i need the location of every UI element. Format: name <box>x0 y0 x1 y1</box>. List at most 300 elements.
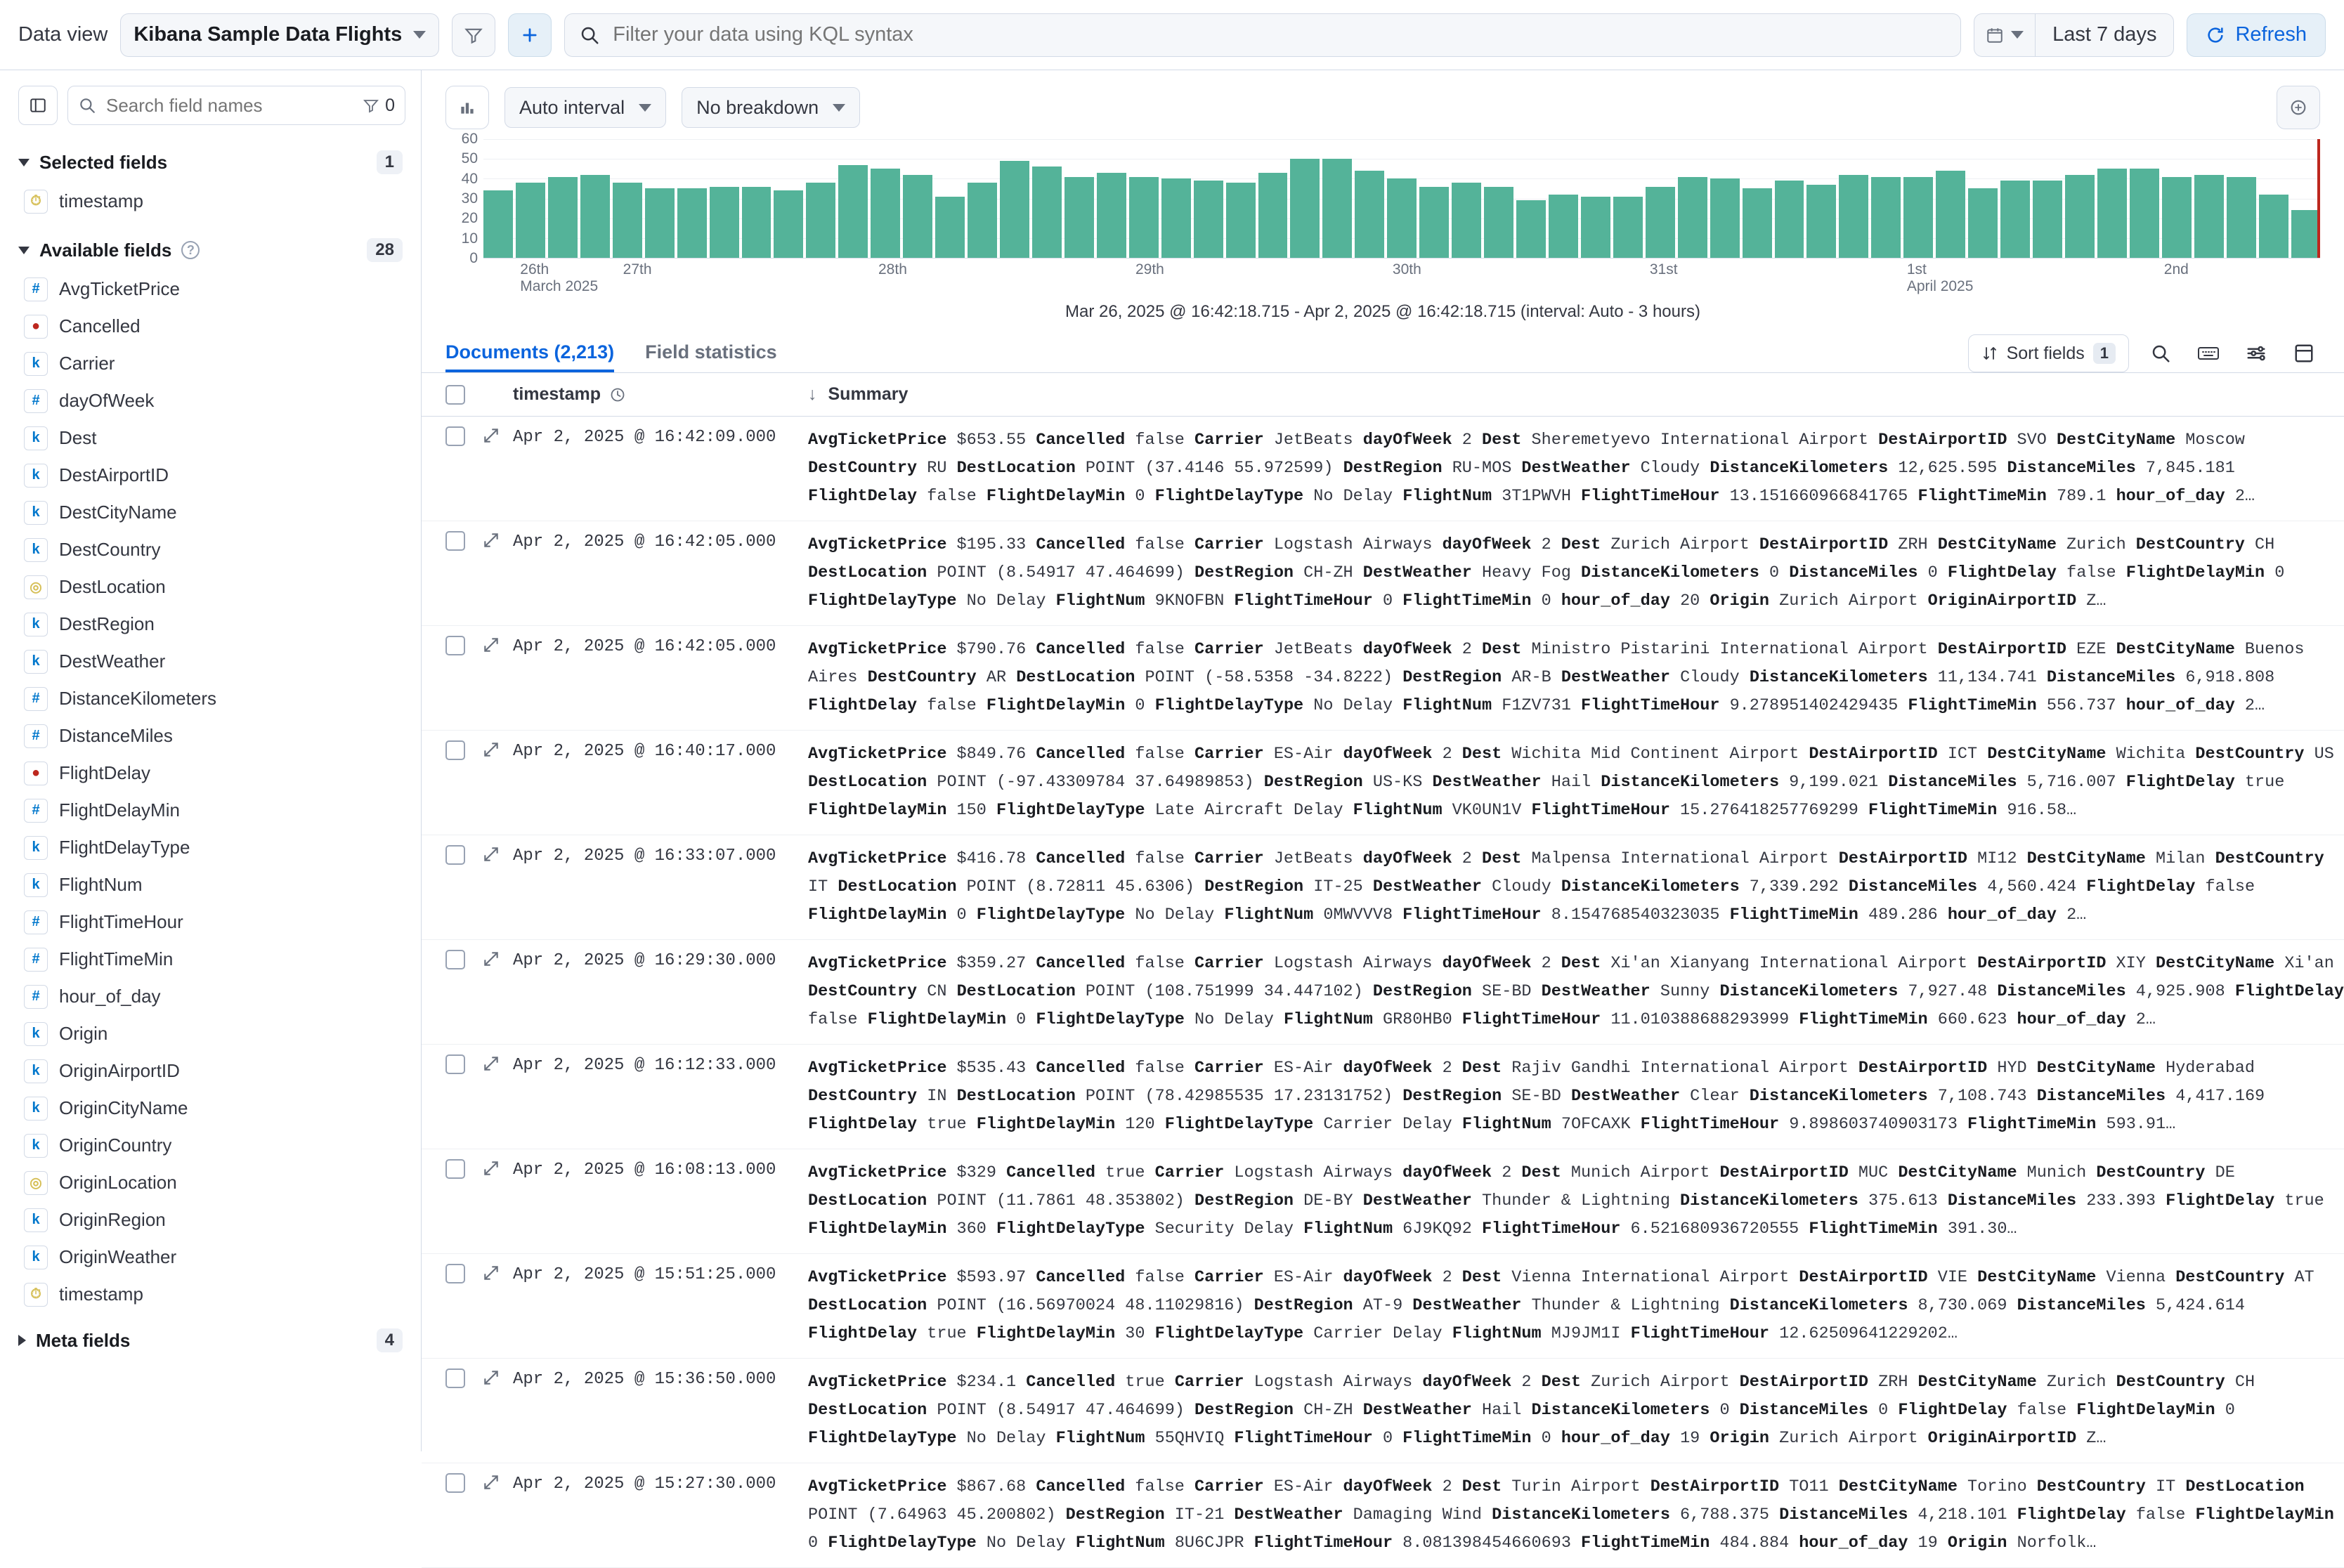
field-key: Cancelled <box>1036 1059 1126 1078</box>
field-label: FlightDelayType <box>59 837 190 858</box>
field-item-flightdelaymin[interactable] <box>0 792 421 829</box>
field-type-icon: k <box>24 352 48 376</box>
field-key: Carrier <box>1154 1163 1225 1182</box>
row-checkbox[interactable] <box>445 1264 465 1283</box>
field-item-flightdelay[interactable] <box>0 754 421 792</box>
timestamp-value: Apr 2, 2025 @ 16:40:17.000 <box>513 742 776 761</box>
field-item-destlocation[interactable] <box>0 568 421 606</box>
field-value: Cloudy <box>1630 459 1710 478</box>
row-select-cell[interactable] <box>445 1473 482 1493</box>
field-key: FlightDelayType <box>828 1534 977 1553</box>
field-label: FlightTimeHour <box>59 911 183 932</box>
field-value: RU-MOS <box>1442 459 1522 478</box>
field-item-cancelled[interactable] <box>0 308 421 345</box>
field-label: FlightDelay <box>59 762 151 783</box>
x-tick-label: 31st <box>1649 261 1678 277</box>
help-icon: ? <box>181 241 200 259</box>
field-search-input[interactable] <box>105 94 354 117</box>
field-item-carrier[interactable] <box>0 345 421 382</box>
histogram-bar[interactable] <box>1226 183 1256 258</box>
tab-documents[interactable]: Documents (2,213) <box>445 334 614 372</box>
field-item-destairportid[interactable] <box>0 457 421 494</box>
histogram-bar[interactable] <box>1000 161 1029 258</box>
field-value: 2… <box>2234 696 2265 715</box>
field-value: false <box>1125 745 1194 764</box>
row-select-cell[interactable] <box>445 740 482 760</box>
histogram-bar[interactable] <box>1968 188 1998 258</box>
field-key: DestRegion <box>1254 1296 1353 1315</box>
field-key: FlightTimeMin <box>1908 696 2037 715</box>
histogram-bar[interactable] <box>1936 171 1965 258</box>
filter-button[interactable] <box>452 13 495 57</box>
field-key: Dest <box>1481 640 1522 659</box>
histogram-bar[interactable] <box>2000 181 2030 258</box>
table-row[interactable] <box>422 1254 2344 1359</box>
chevron-down-icon <box>2011 31 2024 39</box>
cell-summary <box>808 426 2344 511</box>
row-checkbox[interactable] <box>445 1054 465 1074</box>
table-row[interactable] <box>422 1463 2344 1568</box>
row-checkbox[interactable] <box>445 740 465 760</box>
field-key: hour_of_day <box>2017 1010 2126 1029</box>
field-key: dayOfWeek <box>1442 954 1532 973</box>
histogram-bar[interactable] <box>1839 175 1868 258</box>
field-item-originlocation[interactable] <box>0 1164 421 1201</box>
histogram-bar[interactable] <box>580 175 610 258</box>
summary-value <box>808 845 2344 929</box>
field-key: DestCountry <box>2096 1163 2206 1182</box>
field-key: FlightDelay <box>2234 982 2344 1001</box>
field-key: FlightTimeHour <box>1581 487 1720 506</box>
keyboard-shortcuts-button[interactable] <box>2192 337 2225 370</box>
field-key: DestWeather <box>1362 1401 1472 1420</box>
field-key: FlightDelayMin <box>986 487 1126 506</box>
field-value: 6.521680936720555 <box>1620 1220 1809 1239</box>
field-value: POINT (7.64963 45.200802) <box>808 1505 1066 1524</box>
field-item-avgticketprice[interactable] <box>0 270 421 308</box>
gridline <box>483 139 2320 140</box>
field-key: DistanceKilometers <box>1680 1191 1858 1210</box>
field-item-flighttimemin[interactable] <box>0 941 421 978</box>
field-key: DestCountry <box>2036 1477 2146 1496</box>
field-item-timestamp[interactable] <box>0 183 421 220</box>
histogram-bar[interactable] <box>1258 173 1288 258</box>
table-row[interactable] <box>422 521 2344 626</box>
field-item-dest[interactable] <box>0 419 421 457</box>
timestamp-value: Apr 2, 2025 @ 16:42:05.000 <box>513 637 776 656</box>
interval-select[interactable] <box>504 87 666 128</box>
field-item-origin[interactable] <box>0 1015 421 1052</box>
column-header-summary[interactable] <box>808 384 2344 405</box>
column-header-timestamp[interactable] <box>513 384 808 405</box>
expand-row-button[interactable] <box>482 740 513 762</box>
chart-toolbar <box>422 70 2344 139</box>
row-checkbox[interactable] <box>445 531 465 551</box>
expand-row-button[interactable] <box>482 1473 513 1495</box>
field-key: DestLocation <box>808 1296 927 1315</box>
field-type-icon: # <box>24 799 48 823</box>
table-row[interactable] <box>422 940 2344 1045</box>
field-item-distancemiles[interactable] <box>0 717 421 754</box>
field-key: Cancelled <box>1036 954 1126 973</box>
field-item-originweather[interactable] <box>0 1239 421 1276</box>
field-value: Wichita <box>2106 745 2196 764</box>
field-key: DestLocation <box>808 773 927 792</box>
field-value: AR <box>976 668 1017 687</box>
field-value: XIY <box>2106 954 2156 973</box>
histogram-bar[interactable] <box>1129 177 1159 258</box>
histogram-bar[interactable] <box>2033 181 2062 258</box>
histogram-bar[interactable] <box>1581 197 1610 258</box>
field-value: $416.78 <box>946 849 1036 868</box>
field-value: 2 <box>1452 431 1482 450</box>
breakdown-select[interactable] <box>682 87 860 128</box>
histogram-bar[interactable] <box>2194 175 2224 258</box>
field-value: Moscow <box>2175 431 2245 450</box>
histogram-bar[interactable] <box>1452 183 1481 258</box>
histogram-bar[interactable] <box>1064 177 1094 258</box>
field-key: DestCountry <box>2116 1373 2225 1392</box>
row-select-cell[interactable] <box>445 1368 482 1388</box>
field-key: FlightNum <box>1303 1220 1393 1239</box>
field-key: Origin <box>1710 1429 1770 1448</box>
field-value: ES-Air <box>1263 745 1343 764</box>
histogram-bar[interactable] <box>2130 169 2159 258</box>
field-value: CH-ZH <box>1294 563 1363 582</box>
field-key: hour_of_day <box>1561 592 1670 610</box>
field-value: JetBeats <box>1263 640 1363 659</box>
field-list-toggle-button[interactable] <box>18 86 58 125</box>
field-item-hour_of_day[interactable] <box>0 978 421 1015</box>
expand-row-button[interactable] <box>482 1159 513 1181</box>
table-row[interactable] <box>422 626 2344 731</box>
field-value: true <box>2274 1191 2324 1210</box>
field-item-flighttimehour[interactable] <box>0 903 421 941</box>
histogram-bar[interactable] <box>2162 177 2192 258</box>
sidebar-section-available-fields[interactable] <box>0 230 421 270</box>
field-label: DestRegion <box>59 613 155 634</box>
histogram-bar[interactable] <box>1097 173 1126 258</box>
histogram-bar[interactable] <box>838 165 868 258</box>
histogram-bar[interactable] <box>806 183 835 258</box>
field-key: DestLocation <box>956 982 1076 1001</box>
histogram-bar[interactable] <box>903 175 932 258</box>
field-item-dayofweek[interactable] <box>0 382 421 419</box>
histogram-bar[interactable] <box>613 183 642 258</box>
row-checkbox[interactable] <box>445 426 465 446</box>
field-value: IT <box>2145 1477 2186 1496</box>
table-row[interactable] <box>422 1149 2344 1254</box>
field-item-originregion[interactable] <box>0 1201 421 1239</box>
kql-search-bar[interactable] <box>564 13 1961 57</box>
expand-row-button[interactable] <box>482 845 513 867</box>
sidebar-section-selected-fields[interactable] <box>0 142 421 183</box>
field-value: 12.62509641229202… <box>1769 1324 1958 1343</box>
field-key: DestCityName <box>1987 745 2107 764</box>
table-row[interactable] <box>422 835 2344 940</box>
expand-row-button[interactable] <box>482 531 513 553</box>
summary-value <box>808 1054 2344 1139</box>
table-search-button[interactable] <box>2144 337 2177 370</box>
histogram-bar[interactable] <box>1290 159 1320 258</box>
row-select-cell[interactable] <box>445 1159 482 1179</box>
field-item-originairportid[interactable] <box>0 1052 421 1090</box>
row-checkbox[interactable] <box>445 1473 465 1493</box>
date-quick-select-button[interactable] <box>1974 14 2036 56</box>
field-value: TO11 <box>1779 1477 1839 1496</box>
field-value: AT-9 <box>1353 1296 1413 1315</box>
field-value: Buenos Aires <box>808 640 2305 687</box>
field-value: 13.151660966841765 <box>1719 487 1918 506</box>
row-select-cell[interactable] <box>445 1264 482 1283</box>
field-key: hour_of_day <box>2125 696 2235 715</box>
histogram-bar[interactable] <box>548 177 578 258</box>
data-view-label: Data view <box>18 23 108 46</box>
row-select-cell[interactable] <box>445 636 482 655</box>
field-item-flightnum[interactable] <box>0 866 421 903</box>
field-type-icon: k <box>24 501 48 525</box>
meta-fields-count: 4 <box>377 1328 403 1352</box>
field-value: 0 <box>1868 1401 1899 1420</box>
field-value: Security Delay <box>1145 1220 1304 1239</box>
field-key: Origin <box>1710 592 1770 610</box>
histogram-bar[interactable] <box>2259 195 2288 258</box>
field-key: FlightDelay <box>2086 877 2196 896</box>
field-value: Hail <box>1471 1401 1532 1420</box>
field-value: false <box>1125 849 1194 868</box>
x-tick-label: 30th <box>1392 261 1421 277</box>
field-value: 55QHVIQ <box>1145 1429 1235 1448</box>
histogram-bar[interactable] <box>1032 166 1062 258</box>
field-key: DestAirportID <box>1838 849 1968 868</box>
field-item-destcountry[interactable] <box>0 531 421 568</box>
field-key: FlightNum <box>1402 696 1492 715</box>
field-item-flightdelaytype[interactable] <box>0 829 421 866</box>
table-row[interactable] <box>422 1045 2344 1149</box>
histogram-bar[interactable] <box>742 187 771 258</box>
histogram-bar[interactable] <box>1161 178 1191 258</box>
histogram-bar[interactable] <box>1484 187 1513 258</box>
histogram-bar[interactable] <box>1871 177 1901 258</box>
row-checkbox[interactable] <box>445 950 465 969</box>
histogram-bar[interactable] <box>1549 195 1578 258</box>
cell-summary <box>808 845 2344 929</box>
histogram-bar[interactable] <box>2291 210 2321 258</box>
histogram-bar[interactable] <box>871 169 900 258</box>
field-value: No Delay <box>956 1429 1056 1448</box>
histogram-bar[interactable] <box>1613 197 1643 258</box>
histogram-bar[interactable] <box>516 183 545 258</box>
row-select-cell[interactable] <box>445 950 482 969</box>
field-type-icon: ⏱ <box>24 190 48 214</box>
field-value: Hail <box>1541 773 1601 792</box>
filter-icon <box>464 25 483 45</box>
row-select-cell[interactable] <box>445 531 482 551</box>
field-key: FlightDelayType <box>808 1429 957 1448</box>
chart-type-button[interactable] <box>445 86 489 129</box>
histogram-bar[interactable] <box>483 190 513 258</box>
histogram-bar[interactable] <box>2065 175 2095 258</box>
field-value: DE-BY <box>1294 1191 1363 1210</box>
chart-options-button[interactable] <box>2277 86 2320 129</box>
date-picker-group[interactable] <box>1974 13 2174 57</box>
cell-summary <box>808 1368 2344 1453</box>
histogram-bar[interactable] <box>2227 177 2256 258</box>
date-range-value[interactable]: Last 7 days <box>2052 23 2157 46</box>
field-type-icon: k <box>24 426 48 450</box>
field-type-icon: ● <box>24 315 48 339</box>
field-item-destweather[interactable] <box>0 643 421 680</box>
histogram-bar[interactable] <box>1387 178 1417 258</box>
cell-summary <box>808 636 2344 720</box>
field-value: true <box>1095 1163 1155 1182</box>
field-key: FlightNum <box>1283 1010 1373 1029</box>
histogram-bar[interactable] <box>710 187 739 258</box>
sort-fields-button[interactable] <box>1968 334 2129 372</box>
histogram-bar[interactable] <box>1903 177 1933 258</box>
row-checkbox[interactable] <box>445 845 465 865</box>
expand-row-button[interactable] <box>482 636 513 658</box>
y-tick-label: 20 <box>461 210 478 227</box>
field-key: FlightTimeMin <box>1799 1010 1928 1029</box>
field-value: Z… <box>2076 1429 2107 1448</box>
expand-row-button[interactable] <box>482 1264 513 1286</box>
expand-icon <box>482 1264 500 1282</box>
refresh-button[interactable] <box>2187 13 2326 57</box>
field-item-timestamp[interactable] <box>0 1276 421 1313</box>
expand-icon <box>482 1054 500 1073</box>
expand-row-button[interactable] <box>482 426 513 448</box>
field-key: FlightDelayMin <box>2125 563 2265 582</box>
field-key: hour_of_day <box>1799 1534 1908 1553</box>
field-key: DistanceKilometers <box>1492 1505 1670 1524</box>
histogram-bar[interactable] <box>645 188 675 258</box>
row-checkbox[interactable] <box>445 1159 465 1179</box>
cell-timestamp <box>513 1368 808 1389</box>
field-value: 12,625.595 <box>1888 459 2007 478</box>
histogram-bar[interactable] <box>2097 169 2127 258</box>
field-value: 489.286 <box>1858 906 1948 925</box>
fullscreen-button[interactable] <box>2288 337 2320 370</box>
field-item-origincityname[interactable] <box>0 1090 421 1127</box>
expand-row-button[interactable] <box>482 950 513 972</box>
chevron-down-icon <box>18 159 30 166</box>
summary-value <box>808 426 2344 511</box>
histogram-bar[interactable] <box>1806 185 1836 258</box>
field-value: MJ9JM1I <box>1541 1324 1631 1343</box>
row-checkbox[interactable] <box>445 636 465 655</box>
field-key: DistanceMiles <box>2007 459 2136 478</box>
field-value: 0 <box>1125 696 1155 715</box>
field-value: 9KNOFBN <box>1145 592 1235 610</box>
tab-field-statistics[interactable]: Field statistics <box>645 341 777 362</box>
field-key: Cancelled <box>1036 431 1126 450</box>
field-value: Torino <box>1957 1477 2037 1496</box>
field-key: DestAirportID <box>1809 745 1938 764</box>
histogram-bar[interactable] <box>774 190 803 258</box>
field-key: DistanceMiles <box>2017 1296 2146 1315</box>
field-key: Carrier <box>1194 849 1264 868</box>
field-key: DestLocation <box>956 1087 1076 1106</box>
field-type-filter[interactable] <box>363 96 395 116</box>
add-filter-button[interactable] <box>508 13 552 57</box>
histogram-bar[interactable] <box>677 188 707 258</box>
timestamp-value: Apr 2, 2025 @ 16:08:13.000 <box>513 1161 776 1180</box>
field-value: JetBeats <box>1263 849 1363 868</box>
histogram-bar[interactable] <box>1710 178 1740 258</box>
field-label: Origin <box>59 1023 108 1044</box>
histogram-bar[interactable] <box>1775 181 1804 258</box>
histogram-bar[interactable] <box>1516 200 1546 258</box>
histogram-bar[interactable] <box>1678 177 1707 258</box>
field-key: DestCityName <box>2116 640 2235 659</box>
expand-row-button[interactable] <box>482 1054 513 1076</box>
histogram-bar[interactable] <box>1322 159 1352 258</box>
field-value: 0 <box>1531 1429 1561 1448</box>
field-value: 391.30… <box>1937 1220 2017 1239</box>
histogram-bar[interactable] <box>1743 188 1772 258</box>
select-all-cell[interactable] <box>445 385 482 405</box>
field-type-icon: # <box>24 985 48 1009</box>
select-all-checkbox[interactable] <box>445 385 465 405</box>
field-value: false <box>1125 1268 1194 1287</box>
histogram-bar[interactable] <box>935 197 965 258</box>
field-key: DestRegion <box>1194 563 1294 582</box>
result-tabs <box>422 334 2344 373</box>
field-item-distancekilometers[interactable] <box>0 680 421 717</box>
table-row[interactable] <box>422 417 2344 521</box>
field-key: hour_of_day <box>2116 487 2225 506</box>
field-key: Carrier <box>1194 431 1264 450</box>
display-options-button[interactable] <box>2240 337 2272 370</box>
row-checkbox[interactable] <box>445 1368 465 1388</box>
display-options-icon <box>2246 343 2267 364</box>
cell-summary <box>808 740 2344 825</box>
field-key: DestCountry <box>2135 535 2245 554</box>
field-key: AvgTicketPrice <box>808 431 947 450</box>
field-value: 2 <box>1452 849 1482 868</box>
field-value: false <box>2195 877 2255 896</box>
table-row[interactable] <box>422 1359 2344 1463</box>
bar-chart-icon <box>458 98 476 117</box>
field-label: DestWeather <box>59 651 166 672</box>
chart-plot-area[interactable] <box>483 139 2320 259</box>
field-value: MUC <box>1848 1163 1899 1182</box>
sidebar-section-meta-fields[interactable] <box>0 1320 421 1361</box>
expand-row-button[interactable] <box>482 1368 513 1390</box>
field-search-box[interactable] <box>67 86 405 125</box>
histogram-bar[interactable] <box>1419 187 1449 258</box>
field-key: FlightDelayType <box>976 906 1126 925</box>
fullscreen-icon <box>2293 343 2314 364</box>
search-input[interactable] <box>611 22 1946 47</box>
field-key: DestLocation <box>808 1401 927 1420</box>
field-key: DistanceKilometers <box>1601 773 1780 792</box>
histogram-bar[interactable] <box>1646 187 1675 258</box>
histogram-bar[interactable] <box>968 183 997 258</box>
row-select-cell[interactable] <box>445 845 482 865</box>
histogram-bar[interactable] <box>1355 171 1384 258</box>
histogram-bar[interactable] <box>1194 181 1223 258</box>
field-item-destcityname[interactable] <box>0 494 421 531</box>
row-select-cell[interactable] <box>445 1054 482 1074</box>
field-item-destregion[interactable] <box>0 606 421 643</box>
table-row[interactable] <box>422 731 2344 835</box>
row-select-cell[interactable] <box>445 426 482 446</box>
data-view-picker[interactable] <box>120 13 439 57</box>
field-item-origincountry[interactable] <box>0 1127 421 1164</box>
field-label: Dest <box>59 427 97 448</box>
